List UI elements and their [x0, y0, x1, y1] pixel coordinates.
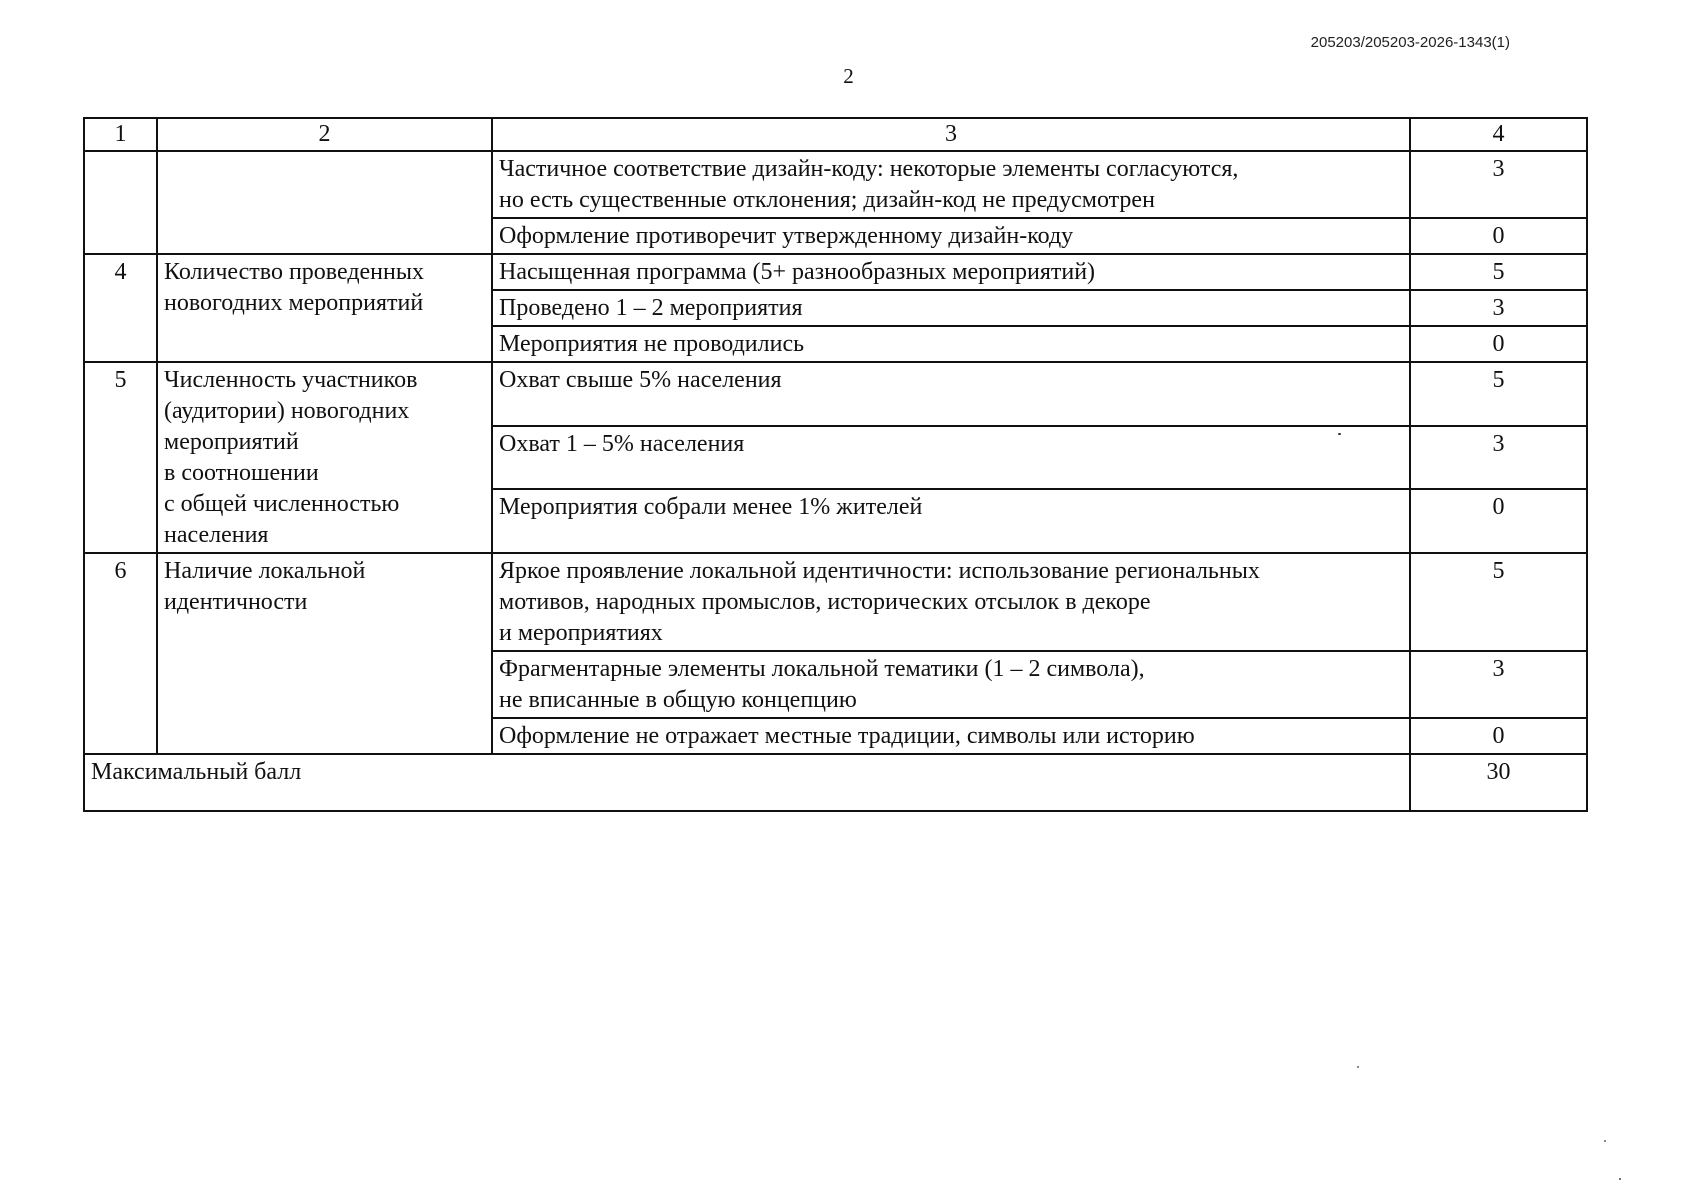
document-id: 205203/205203-2026-1343(1) — [1310, 34, 1510, 51]
scan-speck — [1604, 1140, 1606, 1142]
table-row — [84, 553, 1587, 651]
row-number: 5 — [84, 362, 157, 553]
option-text: Насыщенная программа (5+ разнообразных мероприятий) — [492, 254, 1410, 290]
option-score: 3 — [1410, 426, 1587, 490]
total-label: Максимальный балл — [84, 754, 1410, 811]
option-score: 5 — [1410, 553, 1587, 651]
table-header-row — [84, 118, 1587, 151]
option-score: 5 — [1410, 254, 1587, 290]
table-row — [84, 254, 1587, 290]
option-text: Проведено 1 – 2 мероприятия — [492, 290, 1410, 326]
total-score: 30 — [1410, 754, 1587, 811]
criterion-cell — [157, 151, 492, 254]
option-text: Фрагментарные элементы локальной тематики (1 – 2 символа), не вписанные в общую концепцию — [492, 651, 1410, 718]
row-number-cell — [84, 151, 157, 254]
option-text: Охват 1 – 5% населения — [492, 426, 1410, 490]
column-header-2: 2 — [157, 118, 492, 151]
column-header-4: 4 — [1410, 118, 1587, 151]
option-text: Частичное соответствие дизайн-коду: некоторые элементы согласуются, но есть существенные отклонения; дизайн-код не предусмотрен — [492, 151, 1410, 218]
option-score: 0 — [1410, 489, 1587, 553]
option-text: Оформление не отражает местные традиции, символы или историю — [492, 718, 1410, 754]
column-header-3: 3 — [492, 118, 1410, 151]
row-number: 6 — [84, 553, 157, 754]
option-score: 3 — [1410, 151, 1587, 218]
table-row — [84, 362, 1587, 426]
total-row — [84, 754, 1587, 811]
criterion-name: Численность участников (аудитории) новогодних мероприятий в соотношении с общей численностью населения — [157, 362, 492, 553]
option-score: 3 — [1410, 651, 1587, 718]
criterion-name: Количество проведенных новогодних мероприятий — [157, 254, 492, 362]
table-row — [84, 151, 1587, 218]
page-number: 2 — [843, 64, 854, 88]
scan-speck — [1338, 433, 1341, 435]
option-text: Яркое проявление локальной идентичности: использование региональных мотивов, народных промыслов, исторических отсылок в декоре и мероприятиях — [492, 553, 1410, 651]
option-text: Охват свыше 5% населения — [492, 362, 1410, 426]
option-text: Оформление противоречит утвержденному дизайн-коду — [492, 218, 1410, 254]
option-score: 0 — [1410, 218, 1587, 254]
column-header-1: 1 — [84, 118, 157, 151]
criteria-table — [83, 117, 1588, 812]
option-text: Мероприятия собрали менее 1% жителей — [492, 489, 1410, 553]
option-score: 5 — [1410, 362, 1587, 426]
criterion-name: Наличие локальной идентичности — [157, 553, 492, 754]
option-score: 3 — [1410, 290, 1587, 326]
row-number: 4 — [84, 254, 157, 362]
scan-speck — [1357, 1066, 1359, 1068]
scan-speck — [1619, 1178, 1621, 1180]
option-text: Мероприятия не проводились — [492, 326, 1410, 362]
option-score: 0 — [1410, 326, 1587, 362]
option-score: 0 — [1410, 718, 1587, 754]
